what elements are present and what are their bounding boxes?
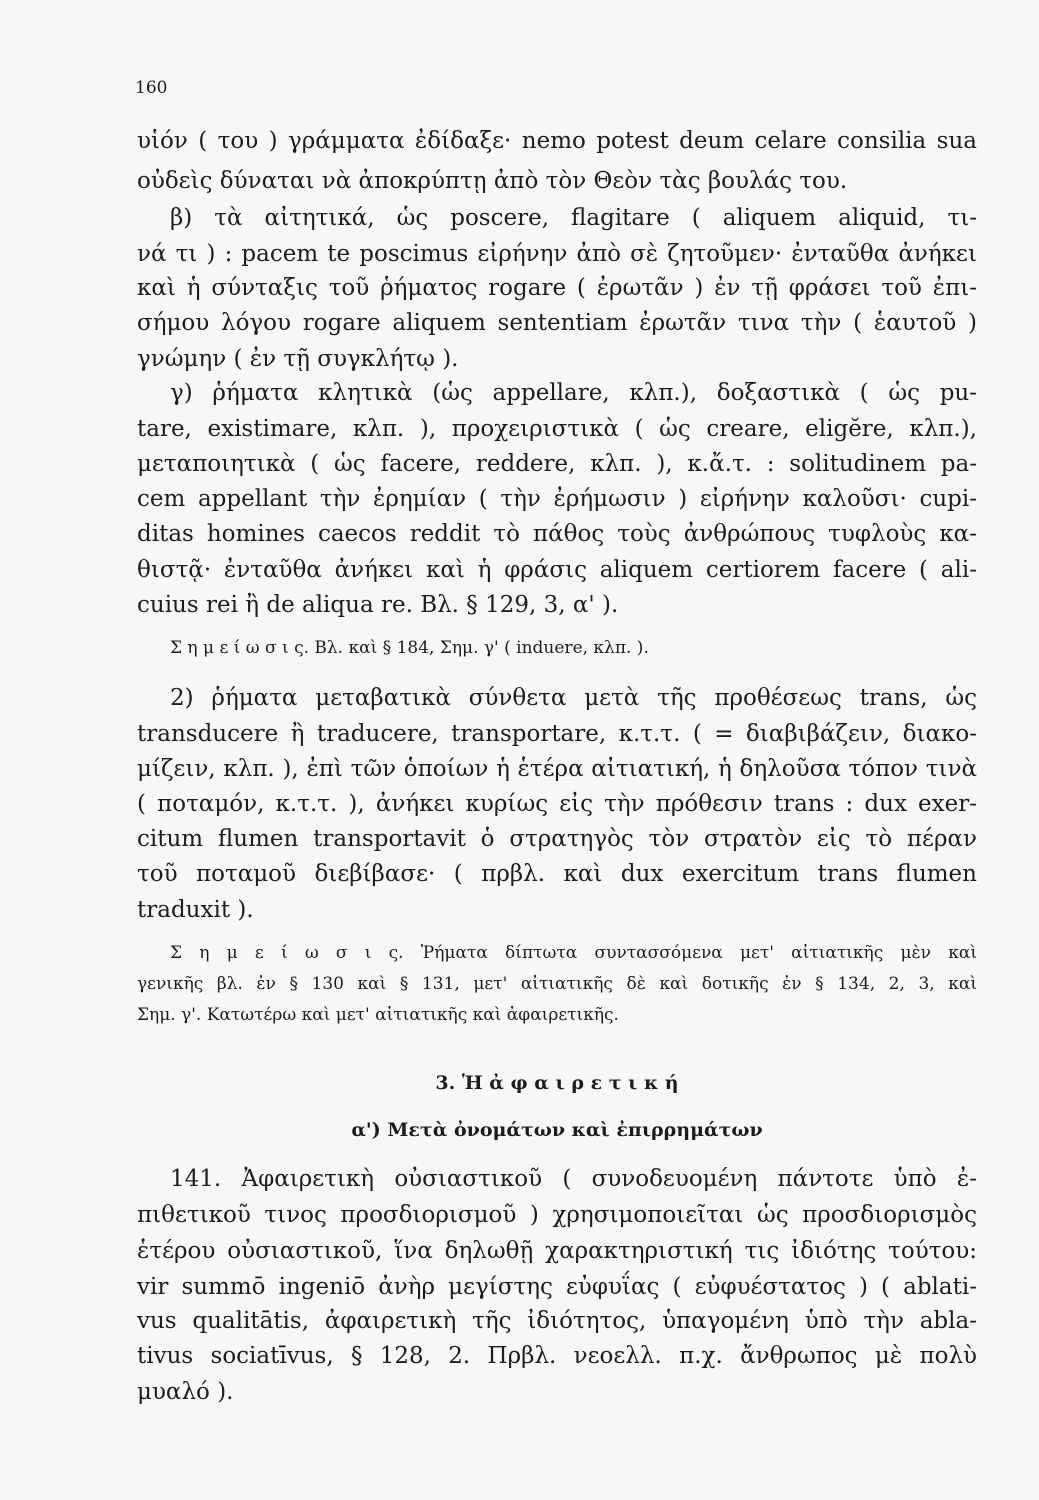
paragraph-141-line: 141. Ἀφαιρετικὴ οὐσιαστικοῦ ( συνοδευομένη πάντοτε ὑπὸ ἐ- [170, 1166, 977, 1192]
text-line: νά τι ) : pacem te poscimus εἰρήνην ἀπὸ σὲ ζητοῦμεν· ἐνταῦθα ἀνήκει [137, 241, 977, 267]
text-line: υἱόν ( του ) γράμματα ἐδίδαξε· nemo potest deum celare consilia sua [137, 128, 977, 154]
subsection-heading: α') Μετὰ ὀνομάτων καὶ ἐπιρρημάτων [351, 1119, 763, 1141]
text-line: ditas homines caecos reddit τὸ πάθος τοὺς ἀνθρώπους τυφλοὺς κα- [137, 521, 977, 547]
text-line: καὶ ἡ σύνταξις τοῦ ῥήματος rogare ( ἐρωτᾶν ) ἐν τῇ φράσει τοῦ ἐπι- [137, 275, 977, 301]
note-line: γενικῆς βλ. ἐν § 130 καὶ § 131, μετ' αἰτιατικῆς δὲ καὶ δοτικῆς ἐν § 134, 2, 3, καὶ [137, 974, 977, 994]
text-line: τοῦ ποταμοῦ διεβίβασε· ( πρβλ. καὶ dux exercitum trans flumen [137, 861, 977, 887]
text-line: vus qualitātis, ἀφαιρετικὴ τῆς ἰδιότητος, ὑπαγομένη ὑπὸ τὴν abla- [137, 1308, 977, 1334]
text-line: μεταποιητικὰ ( ὡς facere, reddere, κλπ. ), κ.ἄ.τ. : solitudinem pa- [137, 451, 977, 477]
text-line: γ) ῥήματα κλητικὰ (ὡς appellare, κλπ.), δοξαστικὰ ( ὡς pu- [170, 380, 977, 406]
text-line: σήμου λόγου rogare aliquem sententiam ἐρωτᾶν τινα τὴν ( ἑαυτοῦ ) [137, 310, 977, 336]
text-line: citum flumen transportavit ὁ στρατηγὸς τὸν στρατὸν εἰς τὸ πέραν [137, 826, 977, 852]
text-line: μίζειν, κλπ. ), ἐπὶ τῶν ὁποίων ἡ ἑτέρα αἰτιατική, ἡ δηλοῦσα τόπον τινὰ [137, 756, 977, 782]
section-heading: 3. Ἡ ἀ φ α ι ρ ε τ ι κ ή [435, 1072, 679, 1094]
text-line: οὐδεὶς δύναται νὰ ἀποκρύπτῃ ἀπὸ τὸν Θεὸν τὰς βουλάς του. [137, 168, 848, 194]
text-line: transducere ἢ traducere, transportare, κ.τ.τ. ( = διαβιβάζειν, διακο- [137, 721, 977, 747]
text-line: cem appellant τὴν ἐρημίαν ( τὴν ἐρήμωσιν ) εἰρήνην καλοῦσι· cupi- [137, 486, 977, 512]
text-line: tare, existimare, κλπ. ), προχειριστικὰ ( ὡς creare, eligĕre, κλπ.), [137, 416, 977, 442]
text-line: traduxit ). [137, 897, 254, 923]
note-line: Σ η μ ε ί ω σ ι ς. Βλ. καὶ § 184, Σημ. γ' ( induere, κλπ. ). [170, 638, 649, 658]
text-line: πιθετικοῦ τινος προσδιορισμοῦ ) χρησιμοποιεῖται ὡς προσδιορισμὸς [137, 1202, 977, 1228]
text-line: cuius rei ἢ de aliqua re. Βλ. § 129, 3, α' ). [137, 592, 619, 618]
page-number: 160 [135, 78, 168, 98]
text-line: ( ποταμόν, κ.τ.τ. ), ἀνήκει κυρίως εἰς τὴν πρόθεσιν trans : dux exer- [137, 791, 977, 817]
text-line: θιστᾷ· ἐνταῦθα ἀνήκει καὶ ἡ φράσις aliquem certiorem facere ( ali- [137, 557, 977, 583]
note-line: Σ η μ ε ί ω σ ι ς. Ῥήματα δίπτωτα συντασσόμενα μετ' αἰτιατικῆς μὲν καὶ [170, 943, 977, 963]
text-line: μυαλό ). [137, 1379, 234, 1405]
text-line: ἑτέρου οὐσιαστικοῦ, ἵνα δηλωθῇ χαρακτηριστική τις ἰδιότης τούτου: [137, 1238, 977, 1264]
text-line: 2) ῥήματα μεταβατικὰ σύνθετα μετὰ τῆς προθέσεως trans, ὡς [170, 685, 977, 711]
note-line: Σημ. γ'. Κατωτέρω καὶ μετ' αἰτιατικῆς καὶ ἀφαιρετικῆς. [137, 1005, 619, 1025]
text-line: γνώμην ( ἐν τῇ συγκλήτῳ ). [137, 346, 459, 372]
text-line: tivus sociatīvus, § 128, 2. Πρβλ. νεοελλ. π.χ. ἄνθρωπος μὲ πολὺ [137, 1343, 977, 1369]
text-line: vir summō ingeniō ἀνὴρ μεγίστης εὐφυΐας ( εὐφυέστατος ) ( ablati- [137, 1274, 977, 1300]
text-line: β) τὰ αἰτητικά, ὡς poscere, flagitare ( aliquem aliquid, τι- [170, 205, 977, 231]
